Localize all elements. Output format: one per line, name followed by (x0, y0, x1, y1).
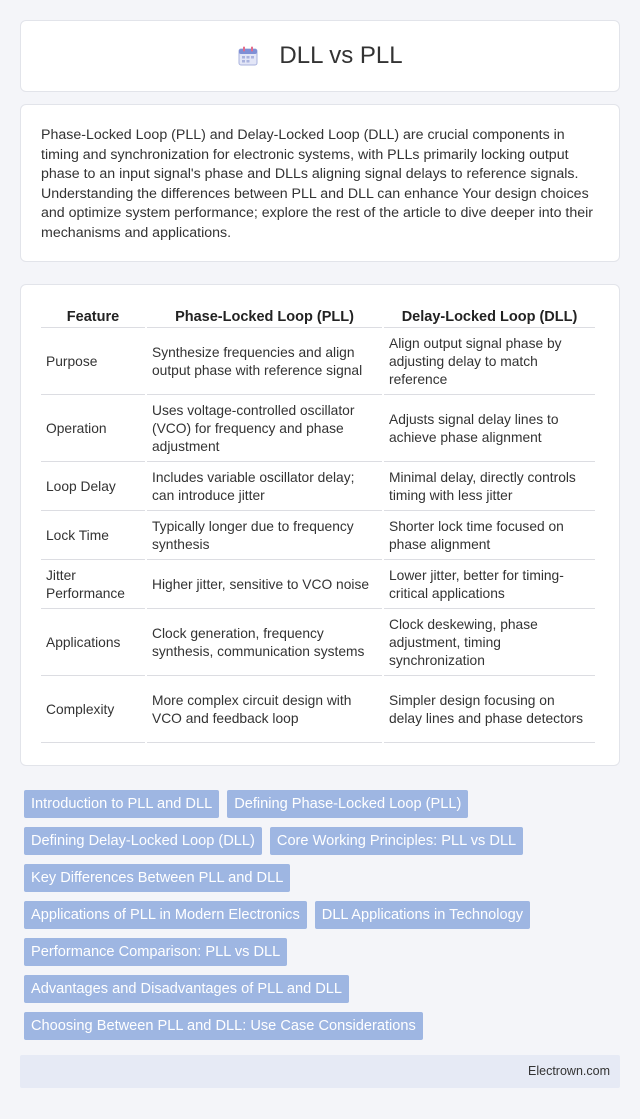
cell-feature: Purpose (41, 330, 145, 395)
tag-row (24, 901, 604, 929)
topic-link[interactable]: Introduction to PLL and DLL (24, 790, 219, 818)
topic-link[interactable]: Core Working Principles: PLL vs DLL (270, 827, 523, 855)
cell-dll: Clock deskewing, phase adjustment, timing synchronization (384, 611, 595, 676)
cell-feature: Applications (41, 611, 145, 676)
table-row (41, 397, 595, 462)
topic-link[interactable]: Performance Comparison: PLL vs DLL (24, 938, 287, 966)
cell-feature: Jitter Performance (41, 562, 145, 609)
footer-site-name: Electrown.com (528, 1064, 610, 1078)
cell-feature: Lock Time (41, 513, 145, 560)
cell-pll: Uses voltage-controlled oscillator (VCO) for frequency and phase adjustment (147, 397, 382, 462)
comparison-table (39, 303, 597, 745)
table-row (41, 611, 595, 676)
calendar-icon (237, 45, 259, 67)
cell-dll: Align output signal phase by adjusting delay to match reference (384, 330, 595, 395)
table-row (41, 562, 595, 609)
comparison-table-card (20, 284, 620, 766)
cell-dll: Shorter lock time focused on phase alignment (384, 513, 595, 560)
cell-feature: Operation (41, 397, 145, 462)
title-card (20, 20, 620, 92)
header-feature: Feature (41, 305, 145, 328)
table-header-row (41, 305, 595, 328)
topic-link[interactable]: Advantages and Disadvantages of PLL and DLL (24, 975, 349, 1003)
cell-dll: Adjusts signal delay lines to achieve phase alignment (384, 397, 595, 462)
intro-paragraph: Phase-Locked Loop (PLL) and Delay-Locked Loop (DLL) are crucial components in timing and synchronization for electronic systems, with PLLs primarily locking output phase to an input signal's phase and DLLs aligning signal delays to reference signals. Understanding the differences between PLL and DLL can enhance Your design choices and optimize system performance; explore the rest of the article to dive deeper into their mechanisms and applications. (41, 127, 594, 241)
tag-row (24, 864, 604, 892)
cell-pll: Clock generation, frequency synthesis, communication systems (147, 611, 382, 676)
header-dll: Delay-Locked Loop (DLL) (384, 305, 595, 328)
tag-row (24, 975, 604, 1003)
intro-card (20, 104, 620, 262)
cell-pll: Typically longer due to frequency synthesis (147, 513, 382, 560)
cell-pll: More complex circuit design with VCO and feedback loop (147, 678, 382, 743)
table-row (41, 330, 595, 395)
tag-row (24, 938, 604, 966)
table-row (41, 464, 595, 511)
cell-dll: Minimal delay, directly controls timing with less jitter (384, 464, 595, 511)
cell-pll: Higher jitter, sensitive to VCO noise (147, 562, 382, 609)
header-pll: Phase-Locked Loop (PLL) (147, 305, 382, 328)
table-row (41, 678, 595, 743)
tag-row (24, 790, 604, 818)
topic-link[interactable]: Key Differences Between PLL and DLL (24, 864, 290, 892)
cell-dll: Lower jitter, better for timing-critical applications (384, 562, 595, 609)
page-title: DLL vs PLL (279, 42, 403, 69)
cell-pll: Synthesize frequencies and align output phase with reference signal (147, 330, 382, 395)
footer (20, 1055, 620, 1088)
tag-row (24, 827, 604, 855)
topic-link[interactable]: DLL Applications in Technology (315, 901, 530, 929)
topic-link[interactable]: Defining Delay-Locked Loop (DLL) (24, 827, 262, 855)
topic-link[interactable]: Choosing Between PLL and DLL: Use Case Considerations (24, 1012, 423, 1040)
topic-link[interactable]: Applications of PLL in Modern Electronics (24, 901, 307, 929)
topic-tags (24, 790, 604, 1049)
table-row (41, 513, 595, 560)
topic-link[interactable]: Defining Phase-Locked Loop (PLL) (227, 790, 468, 818)
cell-feature: Loop Delay (41, 464, 145, 511)
cell-feature: Complexity (41, 678, 145, 743)
tag-row (24, 1012, 604, 1040)
cell-pll: Includes variable oscillator delay; can introduce jitter (147, 464, 382, 511)
cell-dll: Simpler design focusing on delay lines and phase detectors (384, 678, 595, 743)
